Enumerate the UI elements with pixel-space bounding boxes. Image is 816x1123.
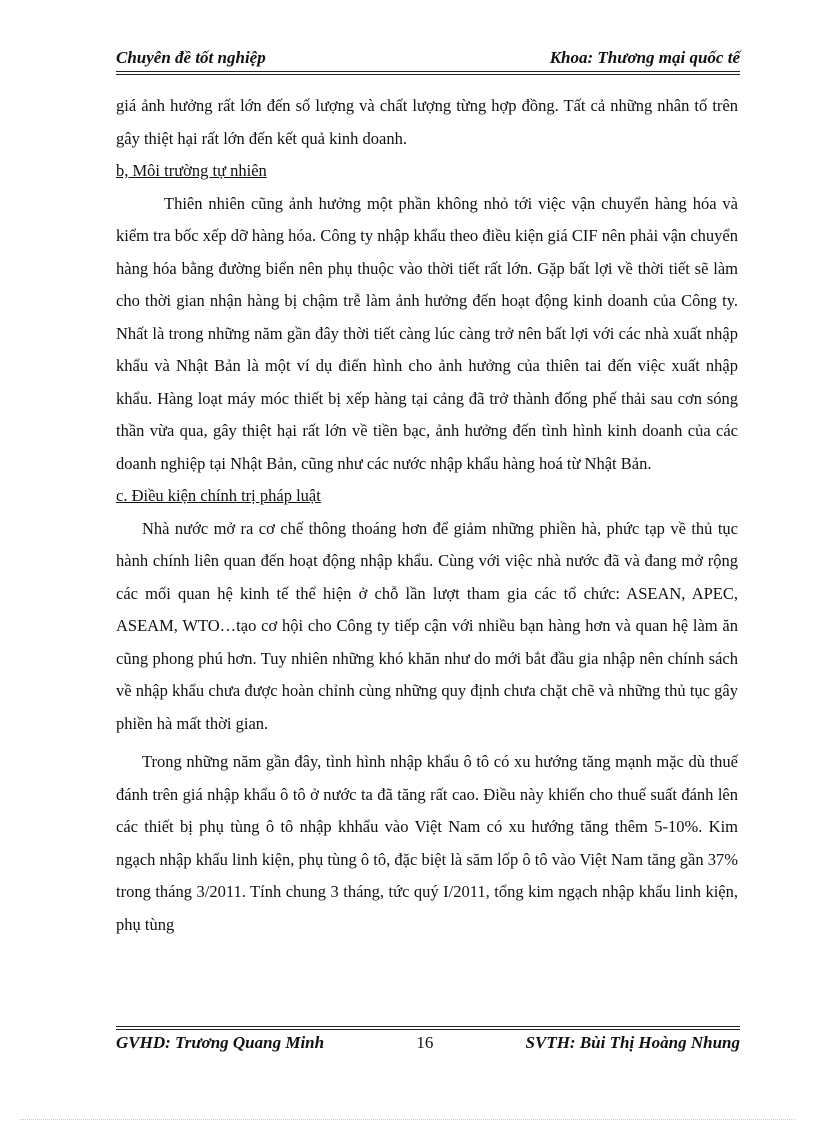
paragraph-auto-imports: Trong những năm gần đây, tình hình nhập khẩu ô tô có xu hướng tăng mạnh mặc dù thuế đánh trên giá nhập khẩu ô tô ở nước ta đã tăng rất cao. Điều này khiến cho thuế suất đánh lên các thiết bị phụ tùng ô tô nhập khhẩu vào Việt Nam có xu hướng tăng thêm 5-10%. Kim ngạch nhập khẩu linh kiện, phụ tùng ô tô, đặc biệt là săm lốp ô tô vào Việt Nam tăng gần 37% trong tháng 3/2011. Tính chung 3 tháng, tức quý I/2011, tổng kim ngạch nhập khẩu linh kiện, phụ tùng [116,752,738,934]
paragraph-natural-environment: Thiên nhiên cũng ảnh hưởng một phần không nhỏ tới việc vận chuyển hàng hóa và kiểm tra bốc xếp dỡ hàng hóa. Công ty nhập khẩu theo điều kiện giá CIF nên phải vận chuyển hàng hóa bằng đường biển nên phụ thuộc vào thời tiết rất lớn. Gặp bất lợi về thời tiết sẽ làm cho thời gian nhận hàng bị chậm trễ làm ảnh hưởng đến hoạt động kinh doanh của Công ty. Nhất là trong những năm gần đây thời tiết càng lúc càng trở nên bất lợi với các nhà xuất nhập khẩu và Nhật Bản là một ví dụ điển hình cho ảnh hưởng của thiên tai đến việc xuất nhập khẩu. Hàng loạt máy móc thiết bị xếp hàng tại cảng đã trở thành đống phế thải sau cơn sóng thần vừa qua, gây thiệt hại rất lớn về tiền bạc, ảnh hưởng đến tình hình kinh doanh của các doanh nghiệp tại Nhật Bản, cũng như các nước nhập khẩu hàng hoá từ Nhật Bản. [116,193,738,473]
header-rule [116,71,740,72]
body-text [116,90,738,941]
footer-rule [116,1026,740,1027]
page-bottom-border [20,1119,796,1120]
section-heading-c: c. Điều kiện chính trị pháp luật [116,486,321,505]
page-header [116,48,740,68]
header-faculty: Khoa: Thương mại quốc tế [549,48,740,67]
footer-advisor: GVHD: Trương Quang Minh [116,1033,325,1052]
section-heading-b: b, Môi trường tự nhiên [116,161,267,180]
paragraph-intro: giá ảnh hưởng rất lớn đến số lượng và chất lượng từng hợp đồng. Tất cả những nhân tố trên gây thiệt hại rất lớn đến kết quả kinh doanh. [116,96,738,148]
paragraph-political-legal: Nhà nước mở ra cơ chế thông thoáng hơn để giảm những phiền hà, phức tạp về thủ tục hành chính liên quan đến hoạt động nhập khẩu. Cùng với việc nhà nước đã và đang mở rộng các mối quan hệ kinh tế thể hiện ở chỗ lần lượt tham gia các tổ chức: ASEAN, APEC, ASEAM, WTO…tạo cơ hội cho Công ty tiếp cận với nhiều bạn hàng hơn và quan hệ làm ăn cũng phong phú hơn. Tuy nhiên những khó khăn như do mới bắt đầu gia nhập nên chính sách về nhập khẩu chưa được hoàn chỉnh cùng những quy định chưa chặt chẽ và những thủ tục gây phiền hà mất thời gian. [116,518,738,733]
page-footer [116,1033,740,1053]
header-thesis-title: Chuyên đề tốt nghiệp [116,48,266,67]
footer-rule-2 [116,1029,740,1030]
page-number: 16 [416,1033,434,1052]
header-rule-2 [116,74,740,75]
footer-student: SVTH: Bùi Thị Hoàng Nhung [525,1033,740,1052]
